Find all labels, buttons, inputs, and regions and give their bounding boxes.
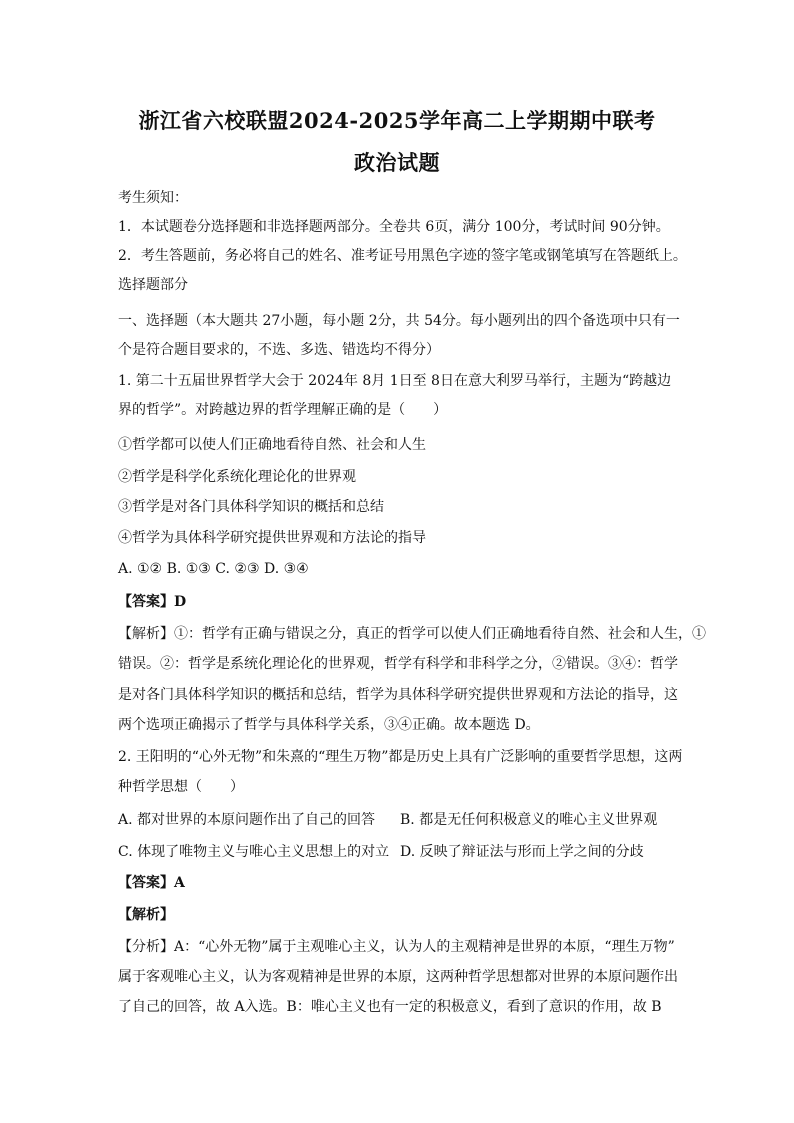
q1-analysis-line-3: 是对各门具体科学知识的概括和总结，哲学为具体科学研究提供世界观和方法论的指导，这 xyxy=(118,687,678,703)
q1-stem-line-2: 界的哲学”。对跨越边界的哲学理解正确的是（ ） xyxy=(118,402,448,418)
q2-option-c: C. 体现了唯物主义与唯心主义思想上的对立 xyxy=(118,844,390,860)
q1-analysis-line-2: 错误。②：哲学是系统化理论化的世界观，哲学有科学和非科学之分，②错误。③④：哲学 xyxy=(118,656,678,672)
notice-heading: 考生须知： xyxy=(118,190,188,206)
q2-analysis-line-1: 【分析】A：“心外无物”属于主观唯心主义，认为人的主观精神是世界的本原，“理生万物” xyxy=(118,939,675,955)
section-part-label: 选择题部分 xyxy=(118,277,188,293)
q1-statement-3: ③哲学是对各门具体科学知识的概括和总结 xyxy=(118,499,384,515)
q2-options-row-2 xyxy=(118,843,698,861)
q2-stem-line-1: 2. 王阳明的“心外无物”和朱熹的“理生万物”都是历史上具有广泛影响的重要哲学思想，这两 xyxy=(118,749,683,765)
notice-item-2: 2．考生答题前，务必将自己的姓名、准考证号用黑色字迹的签字笔或钢笔填写在答题纸上。 xyxy=(118,248,687,264)
q2-option-d: D. 反映了辩证法与形而上学之间的分歧 xyxy=(400,844,644,860)
q2-analysis-label: 【解析】 xyxy=(118,907,174,923)
q1-statement-1: ①哲学都可以使人们正确地看待自然、社会和人生 xyxy=(118,437,426,453)
q1-statement-2: ②哲学是科学化系统化理论化的世界观 xyxy=(118,469,356,485)
q1-analysis-line-1: 【解析】①：哲学有正确与错误之分，真正的哲学可以使人们正确地看待自然、社会和人生，① xyxy=(118,626,706,642)
q2-options-row-1 xyxy=(118,811,698,829)
exam-title: 浙江省六校联盟2024-2025学年高二上学期期中联考 xyxy=(138,108,656,133)
exam-subject: 政治试题 xyxy=(354,150,440,175)
q1-analysis-line-4: 两个选项正确揭示了哲学与具体科学关系，③④正确。故本题选 D。 xyxy=(118,717,540,733)
q2-stem-line-2: 种哲学思想（ ） xyxy=(118,779,244,795)
section-intro-line-2: 个是符合题目要求的，不选、多选、错选均不得分） xyxy=(118,342,440,358)
q1-stem-line-1: 1. 第二十五届世界哲学大会于 2024年 8月 1日至 8日在意大利罗马举行，主题为“跨越边 xyxy=(118,373,672,389)
section-intro-line-1: 一、选择题（本大题共 27小题，每小题 2分，共 54分。每小题列出的四个备选项中只有一 xyxy=(118,313,680,329)
q2-option-b: B. 都是无任何积极意义的唯心主义世界观 xyxy=(400,812,658,828)
q2-analysis-line-2: 属于客观唯心主义，认为客观精神是世界的本原，这两种哲学思想都对世界的本原问题作出 xyxy=(118,969,678,985)
q2-option-a: A. 都对世界的本原问题作出了自己的回答 xyxy=(118,812,376,828)
q1-answer: 【答案】D xyxy=(118,594,187,610)
q1-options: A. ①② B. ①③ C. ②③ D. ③④ xyxy=(118,561,309,577)
q1-statement-4: ④哲学为具体科学研究提供世界观和方法论的指导 xyxy=(118,530,426,546)
q2-answer: 【答案】A xyxy=(118,875,185,891)
q2-analysis-line-3: 了自己的回答，故 A入选。B：唯心主义也有一定的积极意义，看到了意识的作用，故 B xyxy=(118,999,662,1015)
notice-item-1: 1．本试题卷分选择题和非选择题两部分。全卷共 6页，满分 100分，考试时间 90分钟。 xyxy=(118,219,670,235)
